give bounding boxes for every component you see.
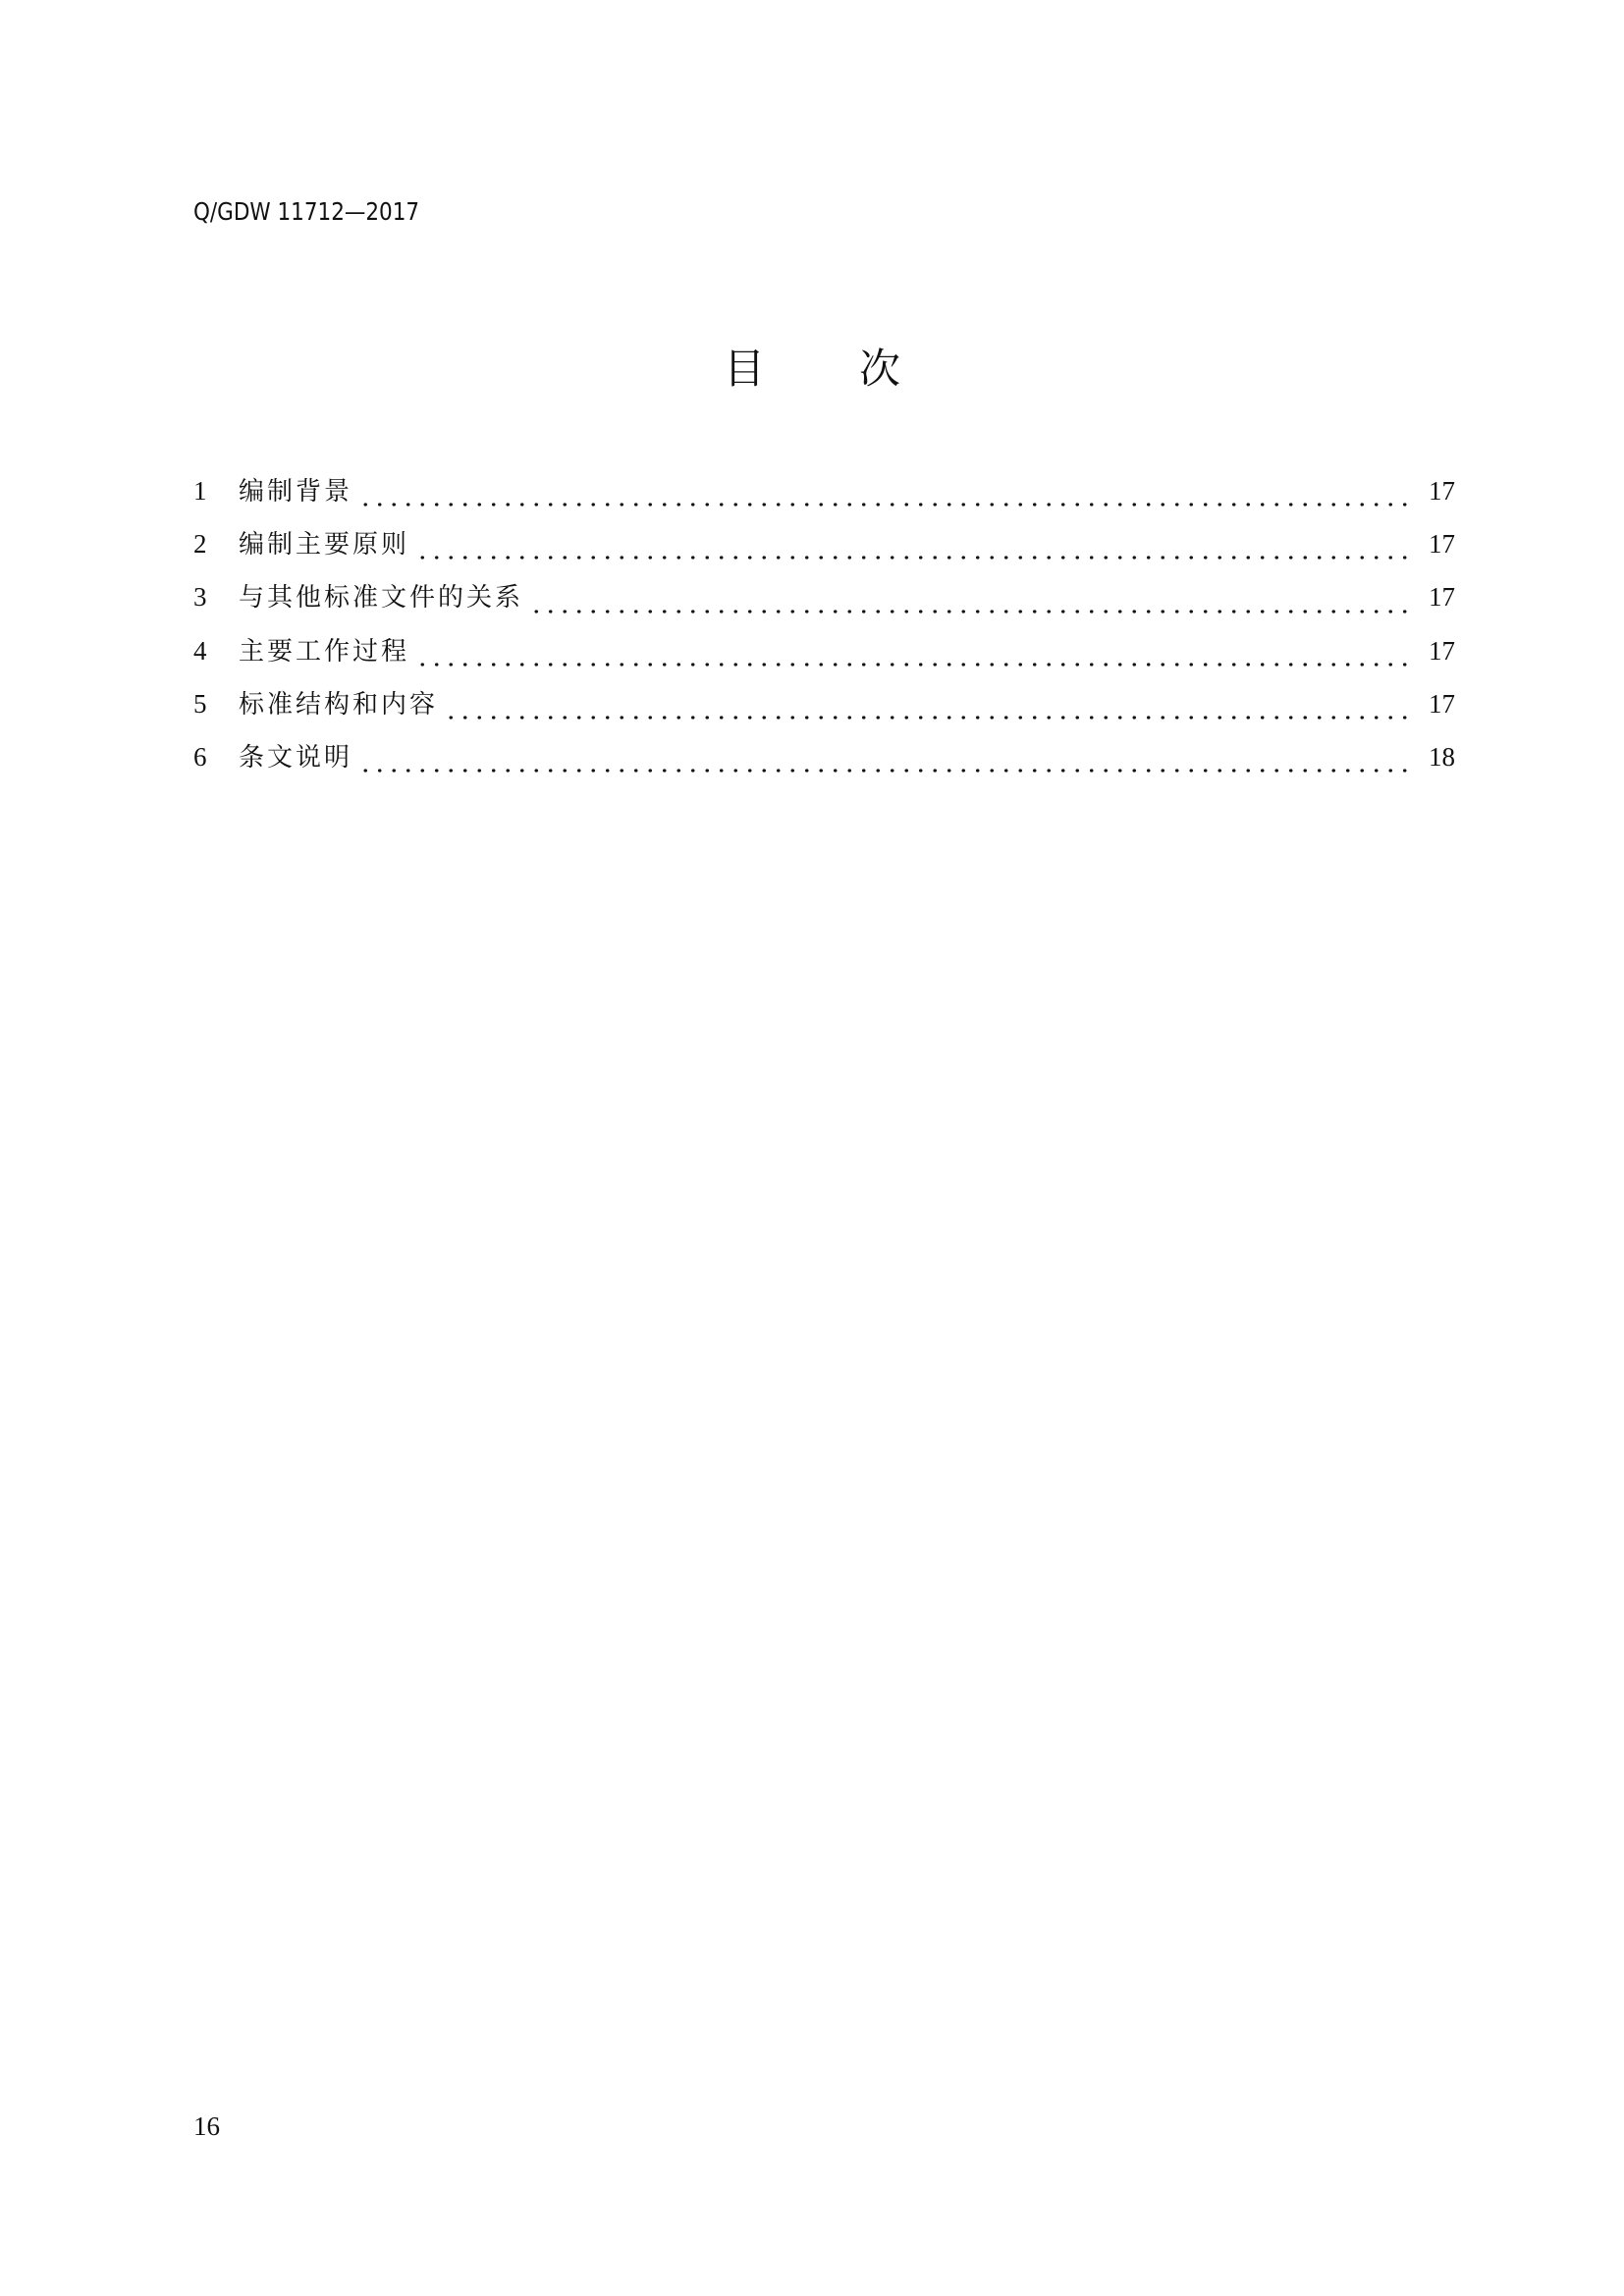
toc-entry-label[interactable]: 编制主要原则 xyxy=(239,530,410,561)
toc-entry-number: 2 xyxy=(193,529,207,560)
toc-entry-label[interactable]: 与其他标准文件的关系 xyxy=(239,583,524,614)
toc-entry-page[interactable]: 17 xyxy=(1429,476,1455,506)
table-of-contents xyxy=(193,471,1455,790)
toc-entry-number: 1 xyxy=(193,476,207,506)
toc-entry-number: 6 xyxy=(193,741,207,772)
toc-entry-page[interactable]: 17 xyxy=(1429,529,1455,560)
title-char-2: 次 xyxy=(859,345,901,393)
toc-entry-number: 3 xyxy=(193,582,207,613)
dot-leader xyxy=(531,610,1412,614)
toc-entry-page[interactable]: 17 xyxy=(1429,582,1455,613)
toc-entry-label[interactable]: 条文说明 xyxy=(239,742,353,773)
toc-entry[interactable] xyxy=(193,471,1455,524)
dot-leader xyxy=(446,716,1412,720)
page-title xyxy=(0,337,1624,396)
standard-code: Q/GDW 11712—2017 xyxy=(193,197,420,226)
dot-leader xyxy=(417,556,1412,560)
toc-entry[interactable] xyxy=(193,577,1455,630)
toc-entry[interactable] xyxy=(193,631,1455,684)
toc-entry[interactable] xyxy=(193,737,1455,790)
toc-entry-number: 5 xyxy=(193,688,207,719)
toc-entry-page[interactable]: 17 xyxy=(1429,635,1455,666)
toc-entry-page[interactable]: 17 xyxy=(1429,688,1455,719)
toc-entry-number: 4 xyxy=(193,635,207,666)
toc-entry-label[interactable]: 标准结构和内容 xyxy=(239,689,439,720)
dot-leader xyxy=(417,663,1412,667)
toc-entry-label[interactable]: 主要工作过程 xyxy=(239,636,410,667)
dot-leader xyxy=(360,769,1412,773)
toc-entry[interactable] xyxy=(193,524,1455,577)
toc-entry-label[interactable]: 编制背景 xyxy=(239,477,353,507)
toc-entry-page[interactable]: 18 xyxy=(1429,741,1455,772)
page-number: 16 xyxy=(193,2111,220,2141)
dot-leader xyxy=(360,503,1412,507)
toc-entry[interactable] xyxy=(193,684,1455,737)
title-char-1: 目 xyxy=(723,345,765,393)
